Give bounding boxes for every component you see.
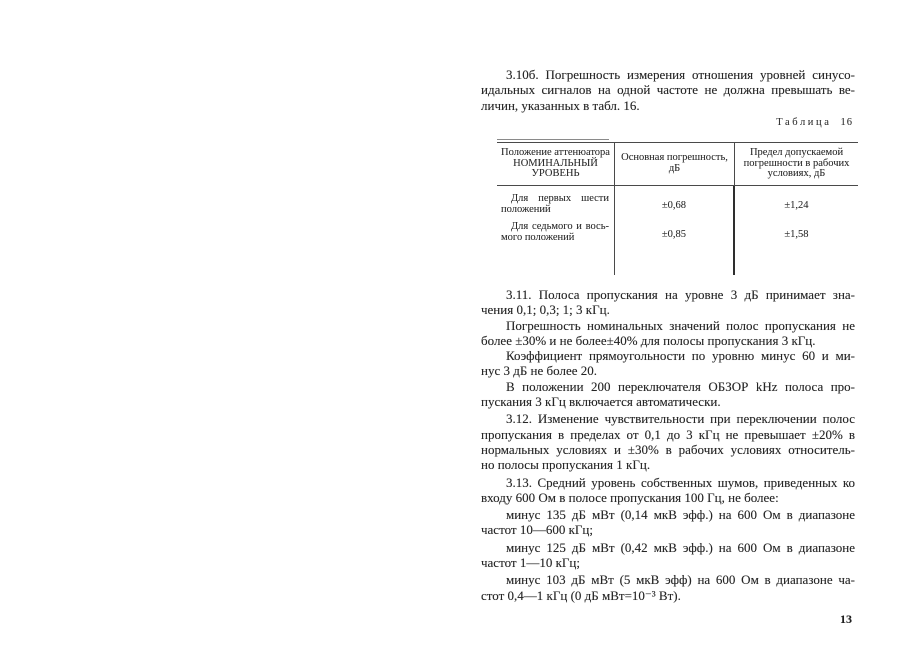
table-header-attenuator-position	[497, 143, 615, 186]
table-cell-value: ±1,58	[784, 229, 809, 240]
table-cell-value: ±0,68	[661, 200, 687, 211]
table-caption	[481, 117, 853, 128]
text-line: чения 0,1; 0,3; 1; 3 кГц.	[481, 302, 610, 318]
table-caption-word: Таблица	[776, 117, 832, 128]
text-line: 3.13. Средний уровень собственных шумов, приведенных ко	[506, 474, 855, 490]
table-body-basic-error	[615, 186, 735, 275]
text-line: Коэффициент прямоугольности по уровню минус 60 и ми-	[506, 348, 855, 364]
text-line: 3.12. Изменение чувствительности при переключении полос	[506, 411, 855, 427]
text-line: входу 600 Ом в полосе пропускания 100 Гц, не более:	[481, 489, 779, 505]
attenuator-error-table	[497, 142, 858, 276]
table-caption-number: 16	[840, 117, 853, 128]
text-line: но полосы пропускания 1 кГц.	[481, 457, 651, 473]
paragraph-noise-125	[481, 540, 855, 571]
header-line: погрешности в рабочих	[743, 157, 850, 169]
text-line: Погрешность номинальных значений полос пропускания не	[506, 317, 855, 333]
text-line: идальных сигналов на одной частоте не должна превышать ве-	[481, 82, 855, 98]
paragraph-rectangularity	[481, 348, 855, 379]
table-body-working-limit	[735, 186, 858, 275]
table-cell-value: ±1,24	[784, 200, 809, 211]
paragraph-noise-103	[481, 572, 855, 603]
paragraph-bandwidth-error	[481, 318, 855, 349]
table-row-label: Для первых шести положений	[501, 193, 609, 215]
text-line: минус 125 дБ мВт (0,42 мкВ эфф.) на 600 Ом в диапазоне	[506, 539, 855, 555]
header-line: дБ	[668, 163, 681, 174]
paragraph-3-11	[481, 287, 855, 318]
paragraph-obzor-switch	[481, 379, 855, 410]
text-line: нормальных условиях и ±30% в рабочих условиях относитель-	[481, 441, 855, 457]
text-line: стот 0,4—1 кГц (0 дБ мВт=10⁻³ Вт).	[481, 587, 681, 603]
main-text-column	[481, 287, 855, 603]
text-line: 3.11. Полоса пропускания на уровне 3 дБ принимает зна-	[506, 287, 855, 302]
table-body-labels	[497, 186, 615, 275]
table-header-basic-error	[615, 143, 735, 186]
header-line: Основная погрешность,	[621, 152, 728, 164]
text-line: 3.10б. Погрешность измерения отношения уровней синусо-	[506, 67, 855, 82]
text-line: пропускания в пределах от 0,1 до 3 кГц не превышает ±20% в	[481, 426, 855, 442]
text-line: более ±30% и не более±40% для полосы пропускания 3 кГц.	[481, 332, 816, 348]
table-header-working-limit	[735, 143, 858, 186]
text-line: нус 3 дБ не более 20.	[481, 363, 598, 379]
paragraph-3-12	[481, 411, 855, 472]
header-line: УРОВЕНЬ	[531, 168, 580, 180]
header-line: Предел допускаемой	[749, 146, 844, 158]
text-line: частот 10—600 кГц;	[481, 522, 593, 538]
header-line: Положение аттенюатора	[501, 146, 610, 158]
text-line: минус 103 дБ мВт (5 мкВ эфф) на 600 Ом в диапазоне ча-	[506, 572, 855, 588]
paragraph-noise-135	[481, 507, 855, 538]
text-line: минус 135 дБ мВт (0,14 мкВ эфф.) на 600 Ом в диапазоне	[506, 507, 855, 523]
page-number: 13	[840, 612, 852, 626]
paragraph-3-13	[481, 475, 855, 506]
header-line: условиях, дБ	[767, 168, 826, 180]
text-line: личин, указанных в табл. 16.	[481, 97, 640, 113]
text-line: пускания 3 кГц включается автоматически.	[481, 394, 721, 410]
text-line: частот 1—10 кГц;	[481, 555, 580, 571]
paragraph-3-10b	[481, 67, 855, 113]
text-line: В положении 200 переключателя ОБЗОР kHz полоса про-	[506, 378, 855, 394]
table-cell-value: ±0,85	[661, 229, 687, 240]
table-row-label: Для седьмого и вось- мого положений	[501, 221, 609, 243]
header-line: НОМИНАЛЬНЫЙ	[513, 157, 598, 169]
